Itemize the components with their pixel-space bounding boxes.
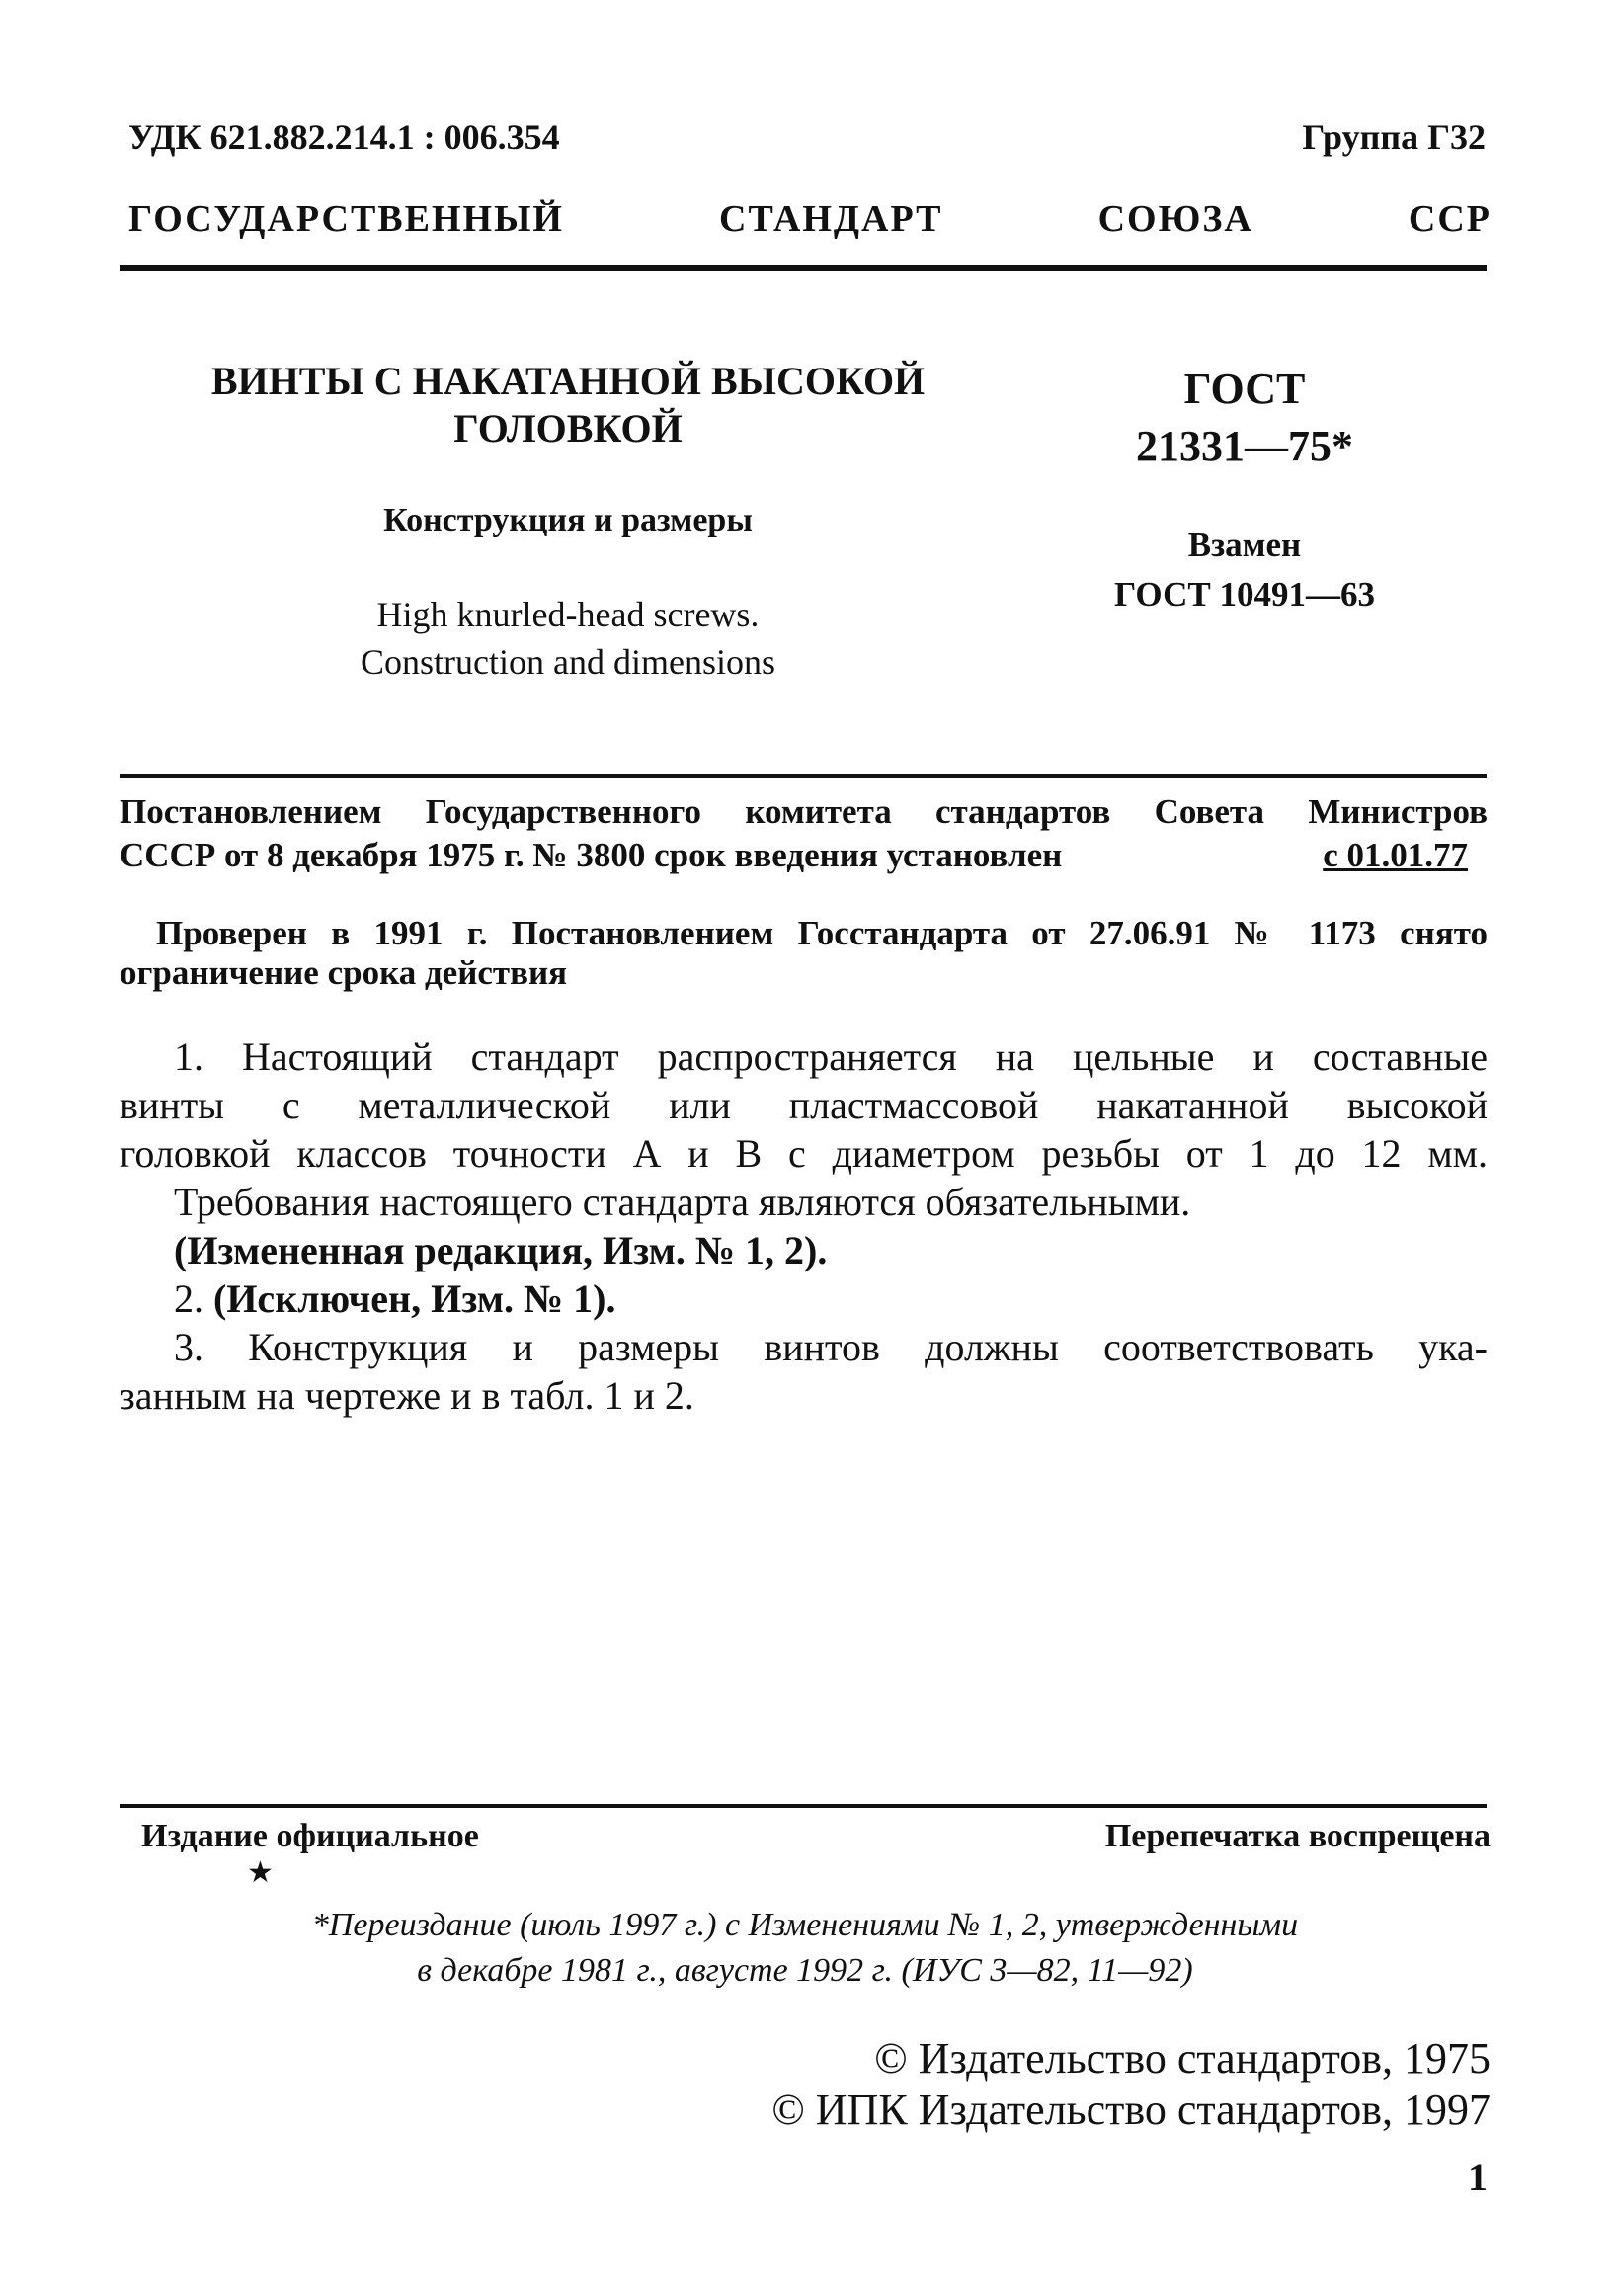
clause-1-line-3: головкой классов точности А и В с диаметром резьбы от 1 до 12 мм. [120,1131,1488,1176]
clause-1-line-4: Требования настоящего стандарта являются обязательными. [174,1180,1191,1224]
decree-line-1: Постановлением Государственного комитета стандартов Совета Министров [120,792,1488,831]
copyright-block [771,2033,1491,2136]
header-rule [120,265,1487,271]
decree-paragraph [120,790,1488,877]
checked-line-2: ограничение срока действия [120,953,568,992]
standard-type-heading: ГОСУДАРСТВЕННЫЙ СТАНДАРТ СОЮЗА ССР [128,199,1492,240]
title-line-1: ВИНТЫ С НАКАТАННОЙ ВЫСОКОЙ [210,359,926,403]
official-edition: Издание официальное [141,1818,479,1854]
title-rule [120,774,1487,778]
english-title [188,591,948,686]
clause-1-amendment: (Измененная редакция, Изм. № 1, 2). [174,1228,828,1272]
english-title-line-2: Construction and dimensions [361,642,775,682]
title-line-2: ГОЛОВКОЙ [453,406,683,451]
body-text [120,1032,1488,1420]
clause-3-line-2: занным на чертеже и в табл. 1 и 2. [120,1373,694,1418]
footer-rule [120,1804,1487,1808]
udk-code: УДК 621.882.214.1 : 006.354 [128,118,560,157]
reissue-line-1: *Переиздание (июль 1997 г.) с Изменениями № 1, 2, утвержденными [311,1907,1299,1943]
document-title [188,358,948,452]
clause-1-line-2: винты с металлической или пластмассовой накатанной высокой [120,1083,1488,1127]
replaces-standard: ГОСТ 10491—63 [1114,575,1375,614]
document-subtitle: Конструкция и размеры [383,502,753,538]
clause-1-line-1: 1. Настоящий стандарт распространяется на цельные и составные [174,1034,1488,1079]
page-number: 1 [1468,2155,1488,2199]
effective-date: с 01.01.77 [1323,836,1468,874]
clause-2 [120,1274,1488,1323]
clause-2-number: 2. [174,1276,203,1321]
clause-3-line-1: 3. Конструкция и размеры винтов должны соответствовать ука- [174,1325,1488,1369]
checked-paragraph [120,914,1488,993]
clause-2-amendment: (Исключен, Изм. № 1). [213,1276,616,1321]
checked-line-1: Проверен в 1991 г. Постановлением Госстандарта от 27.06.91 № 1173 снято [156,914,1488,952]
group-code: Группа Г32 [1302,118,1486,157]
reissue-note [148,1903,1462,1994]
english-title-line-1: High knurled-head screws. [376,595,760,634]
copyright-1975: © Издательство стандартов, 1975 [874,2034,1491,2083]
reissue-line-2: в декабре 1981 г., августе 1992 г. (ИУС 3—82, 11—92) [417,1952,1193,1989]
star-icon: ★ [247,1856,274,1889]
gost-label: ГОСТ [1183,365,1306,413]
decree-text: СССР от 8 декабря 1975 г. № 3800 срок введения установлен [120,836,1063,874]
copyright-1997: © ИПК Издательство стандартов, 1997 [771,2086,1491,2134]
reprint-prohibited: Перепечатка воспрещена [1104,1818,1491,1854]
gost-designation [1047,361,1442,475]
replaces-block [1047,521,1442,619]
decree-line-2 [120,834,1488,877]
gost-number: 21331—75* [1136,422,1353,470]
replaces-label: Взамен [1187,526,1302,564]
